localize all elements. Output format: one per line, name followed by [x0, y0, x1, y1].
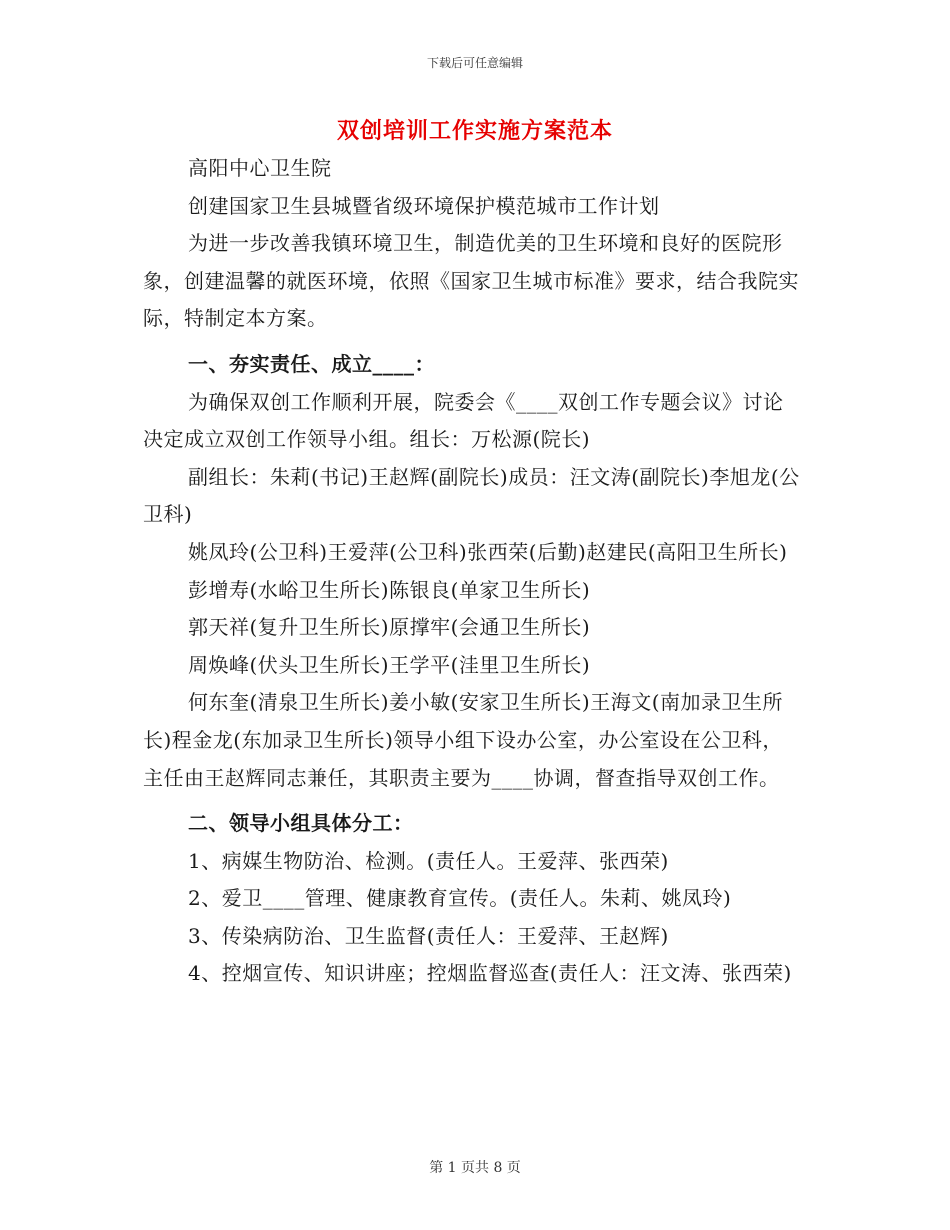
document-title: 双创培训工作实施方案范本 [336, 118, 613, 144]
section-heading: 二、领导小组具体分工： [188, 811, 414, 836]
list-item: 4、控烟宣传、知识讲座；控烟监督巡查(责任人：汪文涛、张西荣) [188, 961, 792, 986]
paragraph: 高阳中心卫生院 [188, 156, 332, 180]
list-item: 1、病媒生物防治、检测。(责任人。王爱萍、张西荣) [188, 848, 669, 873]
paragraph: 为确保双创工作顺利开展，院委会《____双创工作专题会议》讨论决定成立双创工作领导小组。组长：万松源(院长) [143, 389, 784, 452]
page-number: 第 1 页共 8 页 [429, 1160, 521, 1176]
paragraph: 郭天祥(复升卫生所长)原撑牢(会通卫生所长) [188, 615, 591, 640]
paragraph: 何东奎(清泉卫生所长)姜小敏(安家卫生所长)王海文(南加录卫生所长)程金龙(东加录卫生所长)领导小组下设办公室，办公室设在公卫科，主任由王赵辉同志兼任，其职责主要为____协调，督查指导双创工作。 [143, 690, 784, 790]
document-body [143, 150, 803, 993]
list-item: 2、爱卫____管理、健康教育宣传。(责任人。朱莉、姚凤玲) [188, 886, 732, 911]
list-item: 3、传染病防治、卫生监督(责任人：王爱萍、王赵辉) [188, 923, 669, 948]
header-note: 下载后可任意编辑 [426, 56, 523, 70]
paragraph: 创建国家卫生县城暨省级环境保护模范城市工作计划 [188, 193, 660, 218]
section-heading: 一、夯实责任、成立____： [188, 351, 435, 376]
paragraph: 周焕峰(伏头卫生所长)王学平(洼里卫生所长) [188, 652, 591, 677]
paragraph: 副组长：朱莉(书记)王赵辉(副院长)成员：汪文涛(副院长)李旭龙(公卫科) [143, 464, 800, 527]
paragraph: 为进一步改善我镇环境卫生，制造优美的卫生环境和良好的医院形象，创建温馨的就医环境，依照《国家卫生城市标准》要求，结合我院实际，特制定本方案。 [143, 231, 799, 331]
paragraph: 姚凤玲(公卫科)王爱萍(公卫科)张西荣(后勤)赵建民(高阳卫生所长) [188, 539, 788, 564]
paragraph: 彭增寿(水峪卫生所长)陈银良(单家卫生所长) [188, 577, 591, 602]
